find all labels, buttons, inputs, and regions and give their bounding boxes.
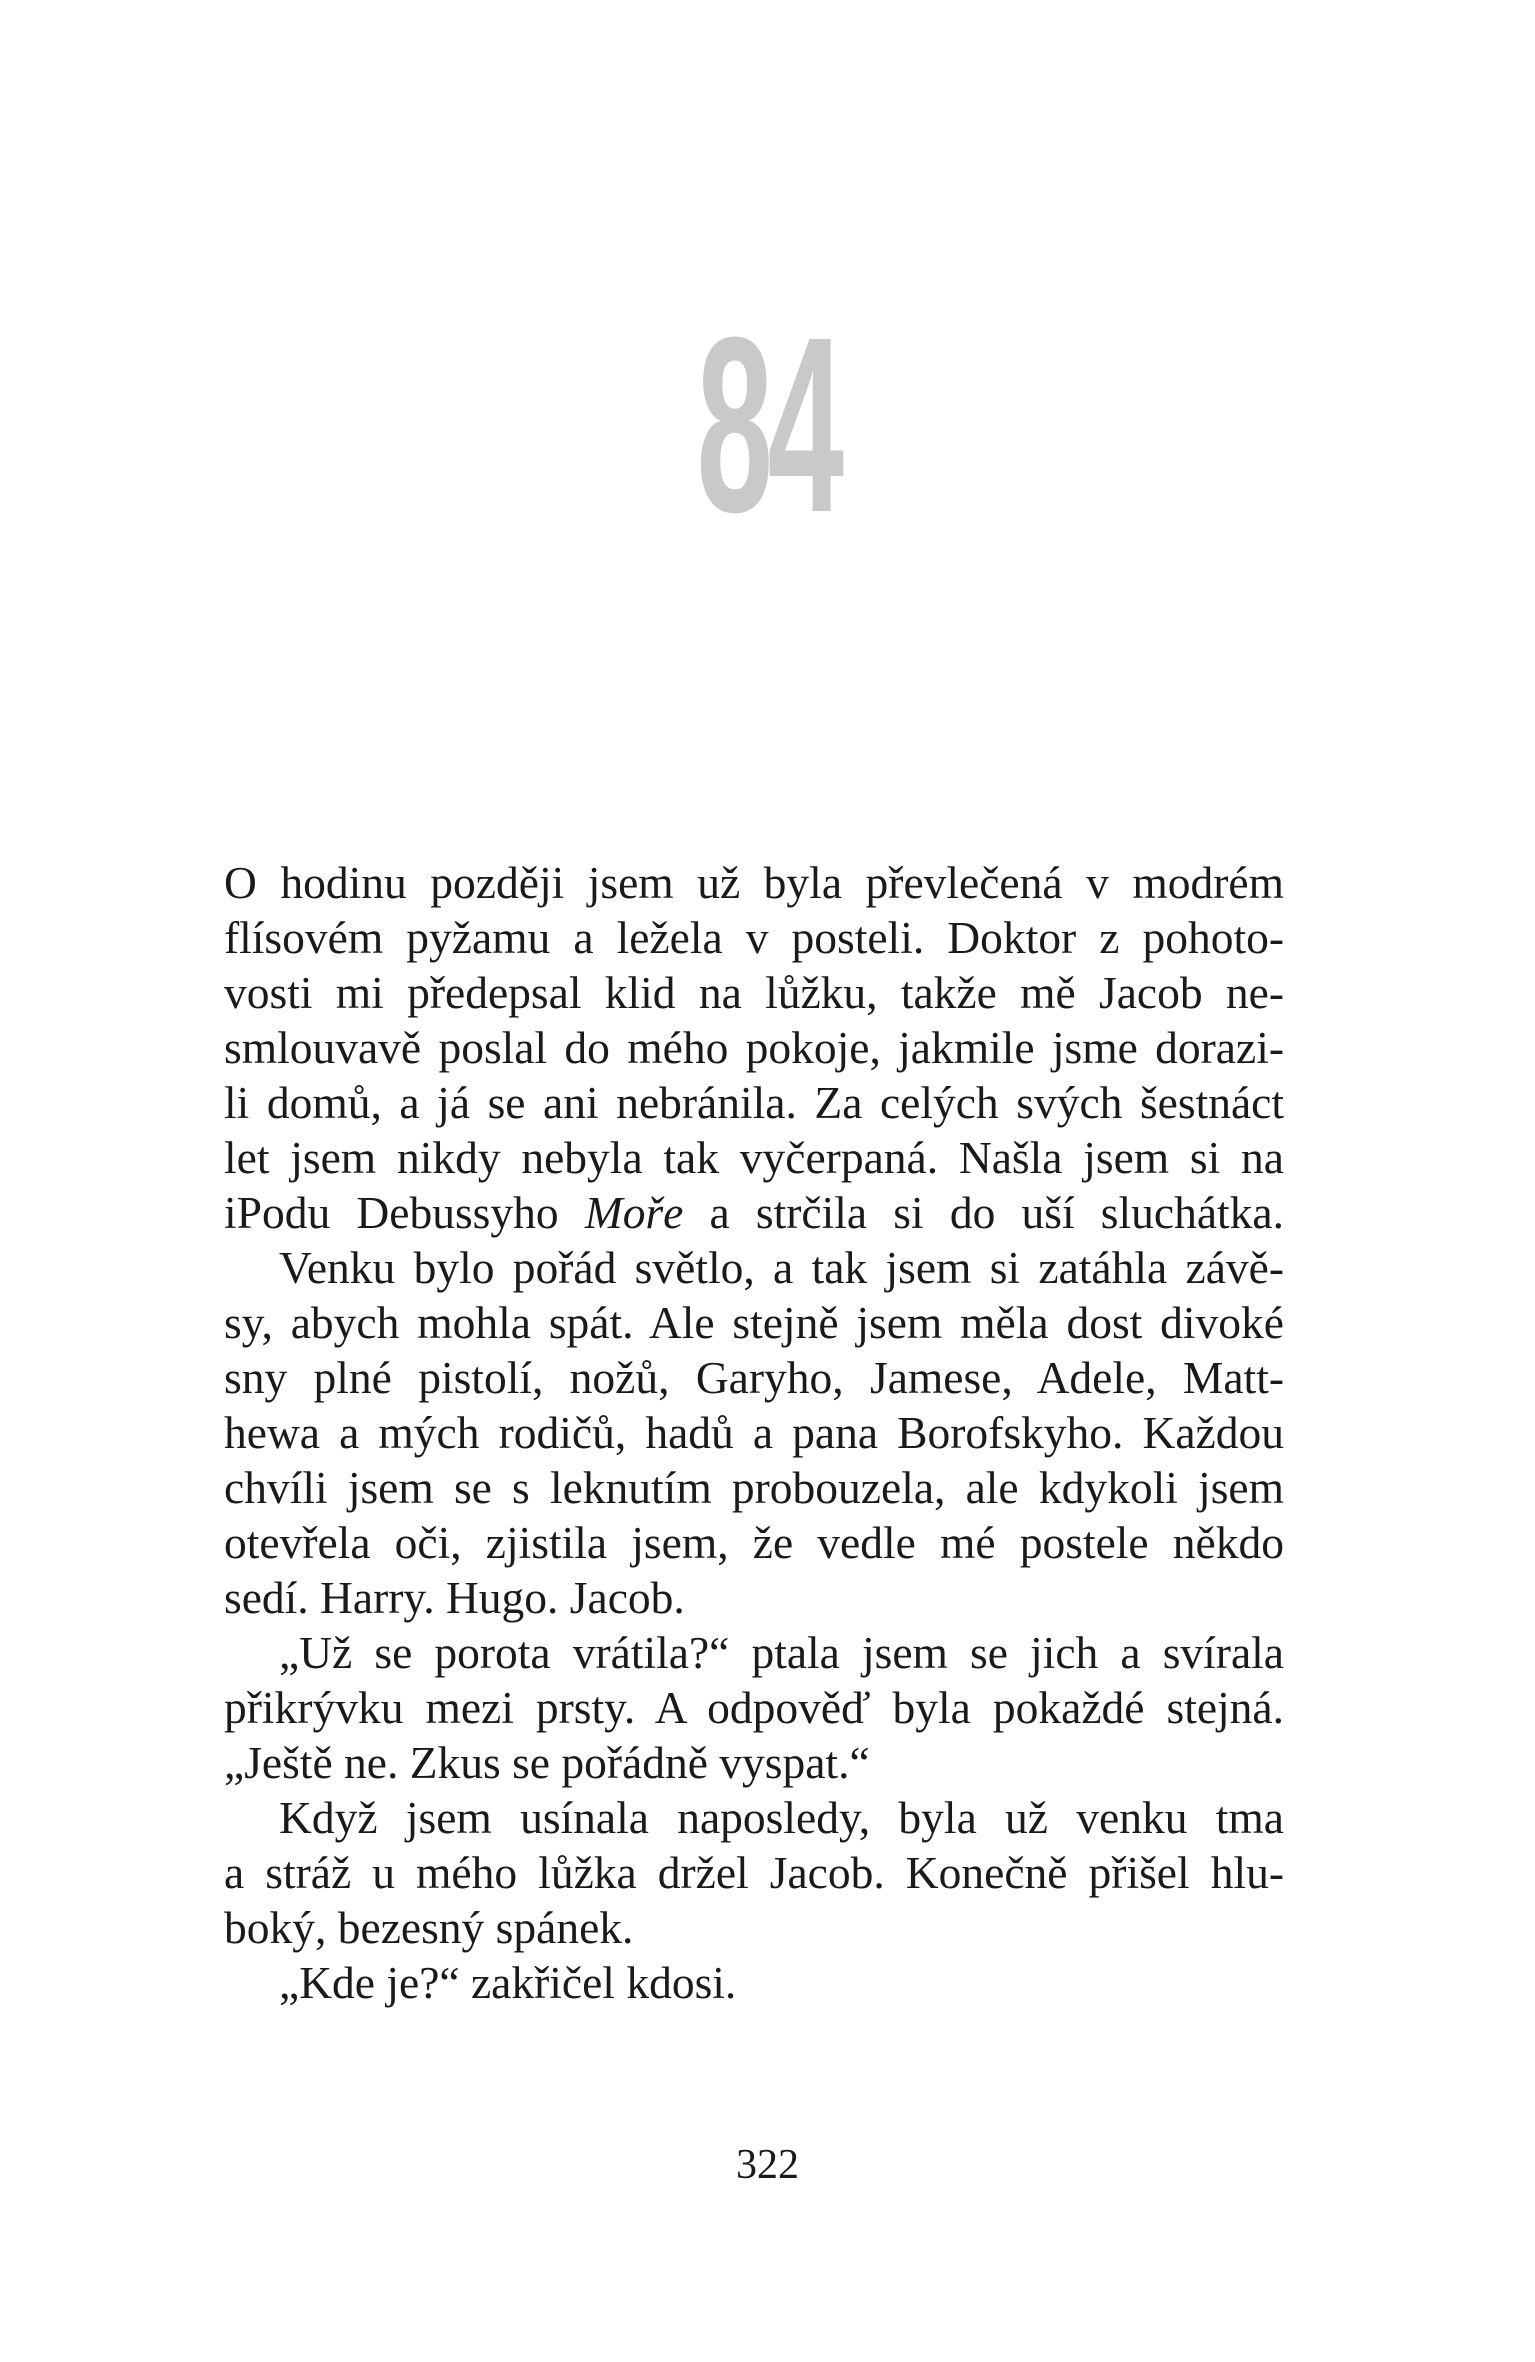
paragraph-5 [224,1955,1284,2010]
text-line: chvíli jsem se s leknutím probouzela, ale kdykoli jsem [224,1462,1284,1513]
text-line: Když jsem usínala naposledy, byla už venku tma [279,1792,1284,1843]
text-line: let jsem nikdy nebyla tak vyčerpaná. Našla jsem si na [224,1132,1284,1183]
paragraph-4 [224,1790,1284,1955]
body-text [224,855,1284,2010]
italic-title: Moře [584,1187,684,1238]
paragraph-2 [224,1240,1284,1625]
text-line: a stráž u mého lůžka držel Jacob. Konečně přišel hlu- [224,1847,1284,1898]
text-fragment: iPodu Debussyho [224,1187,585,1238]
text-line: „Ještě ne. Zkus se pořádně vyspat.“ [224,1737,870,1788]
text-line: sny plné pistolí, nožů, Garyho, Jamese, Adele, Matt- [224,1352,1284,1403]
text-line: hewa a mých rodičů, hadů a pana Borofskyho. Každou [224,1407,1284,1458]
text-line: flísovém pyžamu a ležela v posteli. Doktor z pohoto- [224,912,1284,963]
text-line: O hodinu později jsem už byla převlečená v modrém [224,857,1284,908]
text-line: otevřela oči, zjistila jsem, že vedle mé postele někdo [224,1517,1284,1568]
text-line: boký, bezesný spánek. [224,1902,634,1953]
chapter-number: 84 [696,285,839,564]
text-line: „Kde je?“ zakřičel kdosi. [279,1957,737,2008]
paragraph-3 [224,1625,1284,1790]
text-line: sedí. Harry. Hugo. Jacob. [224,1572,685,1623]
text-fragment: a strčila si do uší sluchátka. [683,1187,1284,1238]
page-number: 322 [736,2142,799,2188]
text-line: „Už se porota vrátila?“ ptala jsem se jich a svírala [279,1627,1284,1678]
text-line: Venku bylo pořád světlo, a tak jsem si zatáhla závě- [279,1242,1284,1293]
text-line: přikrývku mezi prsty. A odpověď byla pokaždé stejná. [224,1682,1284,1733]
text-line: li domů, a já se ani nebránila. Za celých svých šestnáct [224,1077,1284,1128]
text-line: vosti mi předepsal klid na lůžku, takže mě Jacob ne- [224,967,1284,1018]
text-line: smlouvavě poslal do mého pokoje, jakmile jsme dorazi- [224,1022,1284,1073]
paragraph-1 [224,855,1284,1240]
text-line [224,1185,1284,1240]
text-line: sy, abych mohla spát. Ale stejně jsem měla dost divoké [224,1297,1284,1348]
